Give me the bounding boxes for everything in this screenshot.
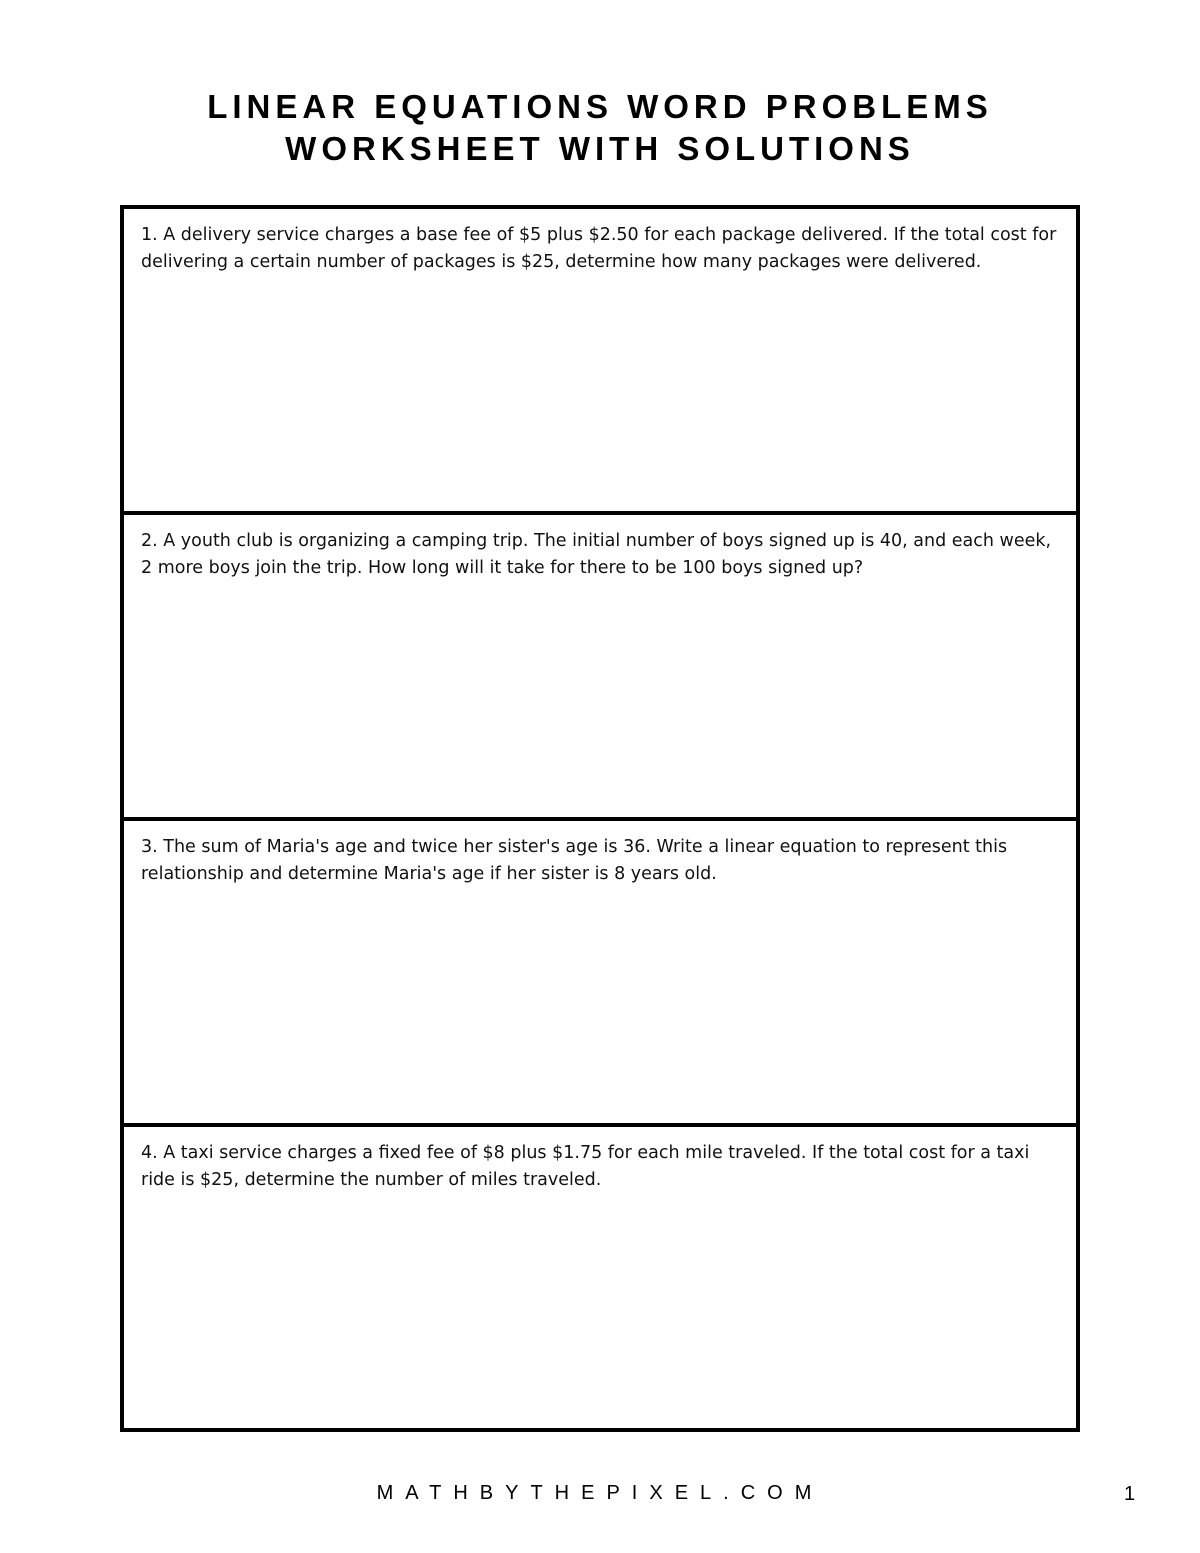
- title-line-1: LINEAR EQUATIONS WORD PROBLEMS: [207, 88, 993, 125]
- question-box-3[interactable]: [124, 821, 1076, 1127]
- footer-site: MATHBYTHEPIXEL.COM: [376, 1482, 824, 1504]
- question-box-4[interactable]: [124, 1127, 1076, 1428]
- question-box-1[interactable]: [124, 209, 1076, 515]
- question-2-text: 2. A youth club is organizing a camping trip. The initial number of boys signed up is 40, and each week, 2 more boys join the trip. How long will it take for there to be 100 boys signed up?: [141, 531, 1052, 578]
- worksheet-title: [0, 86, 1200, 170]
- question-grid: [120, 205, 1080, 1432]
- question-1-text: 1. A delivery service charges a base fee of $5 plus $2.50 for each package delivered. If the total cost for delivering a certain number of packages is $25, determine how many packages were delivered.: [141, 225, 1057, 272]
- question-4-text: 4. A taxi service charges a fixed fee of $8 plus $1.75 for each mile traveled. If the total cost for a taxi ride is $25, determine the number of miles traveled.: [141, 1143, 1030, 1190]
- page-number: 1: [1124, 1483, 1136, 1505]
- question-box-2[interactable]: [124, 515, 1076, 821]
- title-line-2: WORKSHEET WITH SOLUTIONS: [285, 130, 915, 167]
- question-3-text: 3. The sum of Maria's age and twice her sister's age is 36. Write a linear equation to represent this relationship and determine Maria's age if her sister is 8 years old.: [141, 837, 1008, 884]
